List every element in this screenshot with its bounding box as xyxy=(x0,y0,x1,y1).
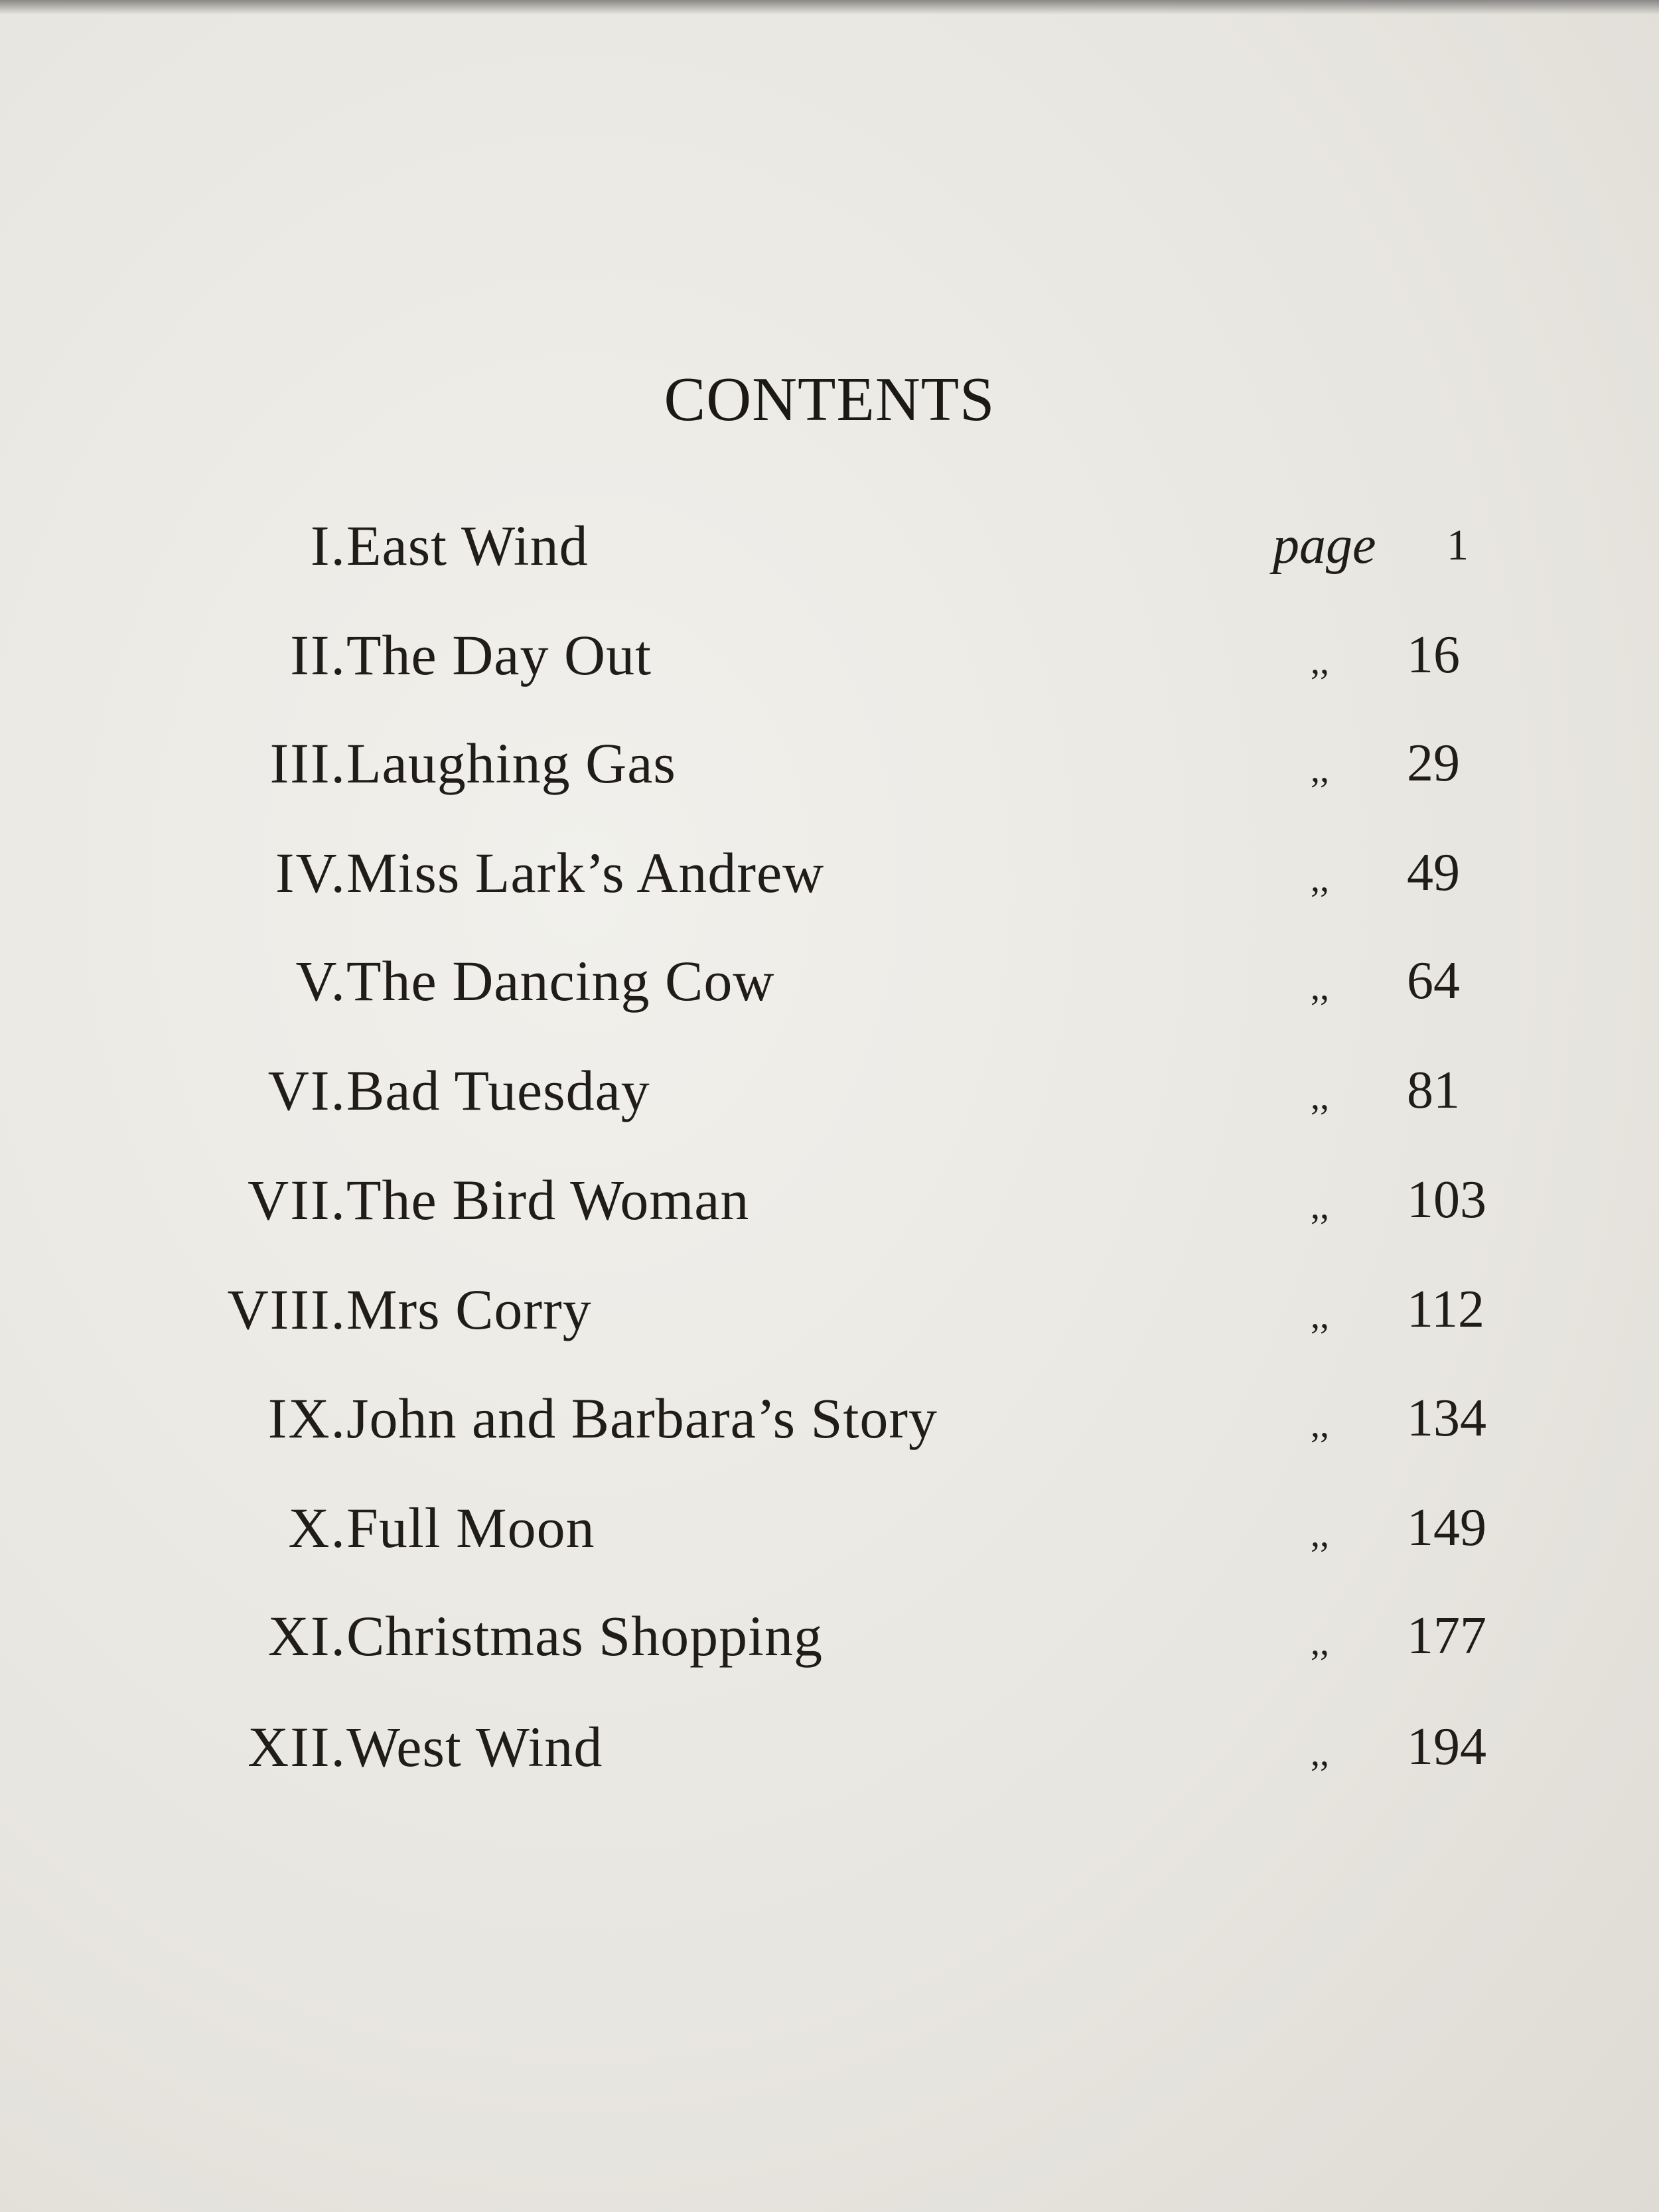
chapter-number: II. xyxy=(290,623,346,687)
page-number: 149 xyxy=(1407,1499,1486,1557)
chapter-title: Laughing Gas xyxy=(346,731,676,795)
toc-entry xyxy=(0,1488,1659,1568)
toc-entry xyxy=(0,1378,1659,1458)
toc-entry xyxy=(0,1270,1659,1349)
chapter-number: IV. xyxy=(275,841,346,905)
page-number: 112 xyxy=(1407,1280,1485,1339)
chapter-title: Christmas Shopping xyxy=(346,1604,824,1668)
chapter-number: VI. xyxy=(267,1059,346,1122)
page-number: 29 xyxy=(1407,734,1460,792)
chapter-number: X. xyxy=(288,1496,346,1560)
ditto-mark: ,, xyxy=(1311,859,1329,900)
chapter-title: Miss Lark’s Andrew xyxy=(346,841,825,905)
chapter-number: I. xyxy=(310,514,346,577)
chapter-number: XI. xyxy=(267,1604,346,1668)
page-number: 177 xyxy=(1407,1607,1486,1665)
page-number: 64 xyxy=(1407,952,1460,1010)
toc-entry xyxy=(0,1160,1659,1240)
chapter-number: V. xyxy=(295,949,346,1013)
chapter-title: East Wind xyxy=(346,514,589,577)
ditto-mark: ,, xyxy=(1311,967,1329,1008)
page-number: 49 xyxy=(1407,844,1460,902)
toc-entry xyxy=(0,833,1659,913)
page-number: 1 xyxy=(1447,521,1469,569)
contents-heading: CONTENTS xyxy=(664,365,995,434)
toc-entry xyxy=(0,615,1659,695)
chapter-title: West Wind xyxy=(346,1715,603,1779)
chapter-title: The Bird Woman xyxy=(346,1168,750,1232)
ditto-mark: ,, xyxy=(1311,1295,1329,1337)
chapter-title: John and Barbara’s Story xyxy=(346,1386,938,1450)
toc-entry xyxy=(0,723,1659,803)
toc-entry xyxy=(0,1596,1659,1676)
toc-entry xyxy=(0,506,1659,585)
chapter-number: XII. xyxy=(248,1715,346,1779)
page-number: 81 xyxy=(1407,1061,1460,1120)
chapter-number: III. xyxy=(269,731,346,795)
chapter-number: IX. xyxy=(267,1386,346,1450)
page-number: 16 xyxy=(1407,626,1460,684)
page-edge-shadow xyxy=(0,0,1659,15)
ditto-mark: ,, xyxy=(1311,1076,1329,1118)
ditto-mark: ,, xyxy=(1311,641,1329,682)
ditto-mark: ,, xyxy=(1311,749,1329,790)
ditto-mark: ,, xyxy=(1311,1404,1329,1445)
page-number: 134 xyxy=(1407,1389,1486,1447)
chapter-title: The Day Out xyxy=(346,623,652,687)
page-label: page xyxy=(1273,516,1376,575)
page-number: 103 xyxy=(1407,1171,1486,1229)
chapter-number: VIII. xyxy=(227,1278,346,1341)
toc-entry xyxy=(0,1707,1659,1787)
ditto-mark: ,, xyxy=(1311,1733,1329,1774)
chapter-number: VII. xyxy=(248,1168,346,1232)
chapter-title: Full Moon xyxy=(346,1496,595,1560)
chapter-title: The Dancing Cow xyxy=(346,949,775,1013)
ditto-mark: ,, xyxy=(1311,1514,1329,1555)
page-number: 194 xyxy=(1407,1718,1486,1776)
ditto-mark: ,, xyxy=(1311,1622,1329,1663)
chapter-title: Mrs Corry xyxy=(346,1278,592,1341)
ditto-mark: ,, xyxy=(1311,1186,1329,1227)
chapter-title: Bad Tuesday xyxy=(346,1059,650,1122)
toc-entry xyxy=(0,941,1659,1021)
toc-entry xyxy=(0,1051,1659,1130)
